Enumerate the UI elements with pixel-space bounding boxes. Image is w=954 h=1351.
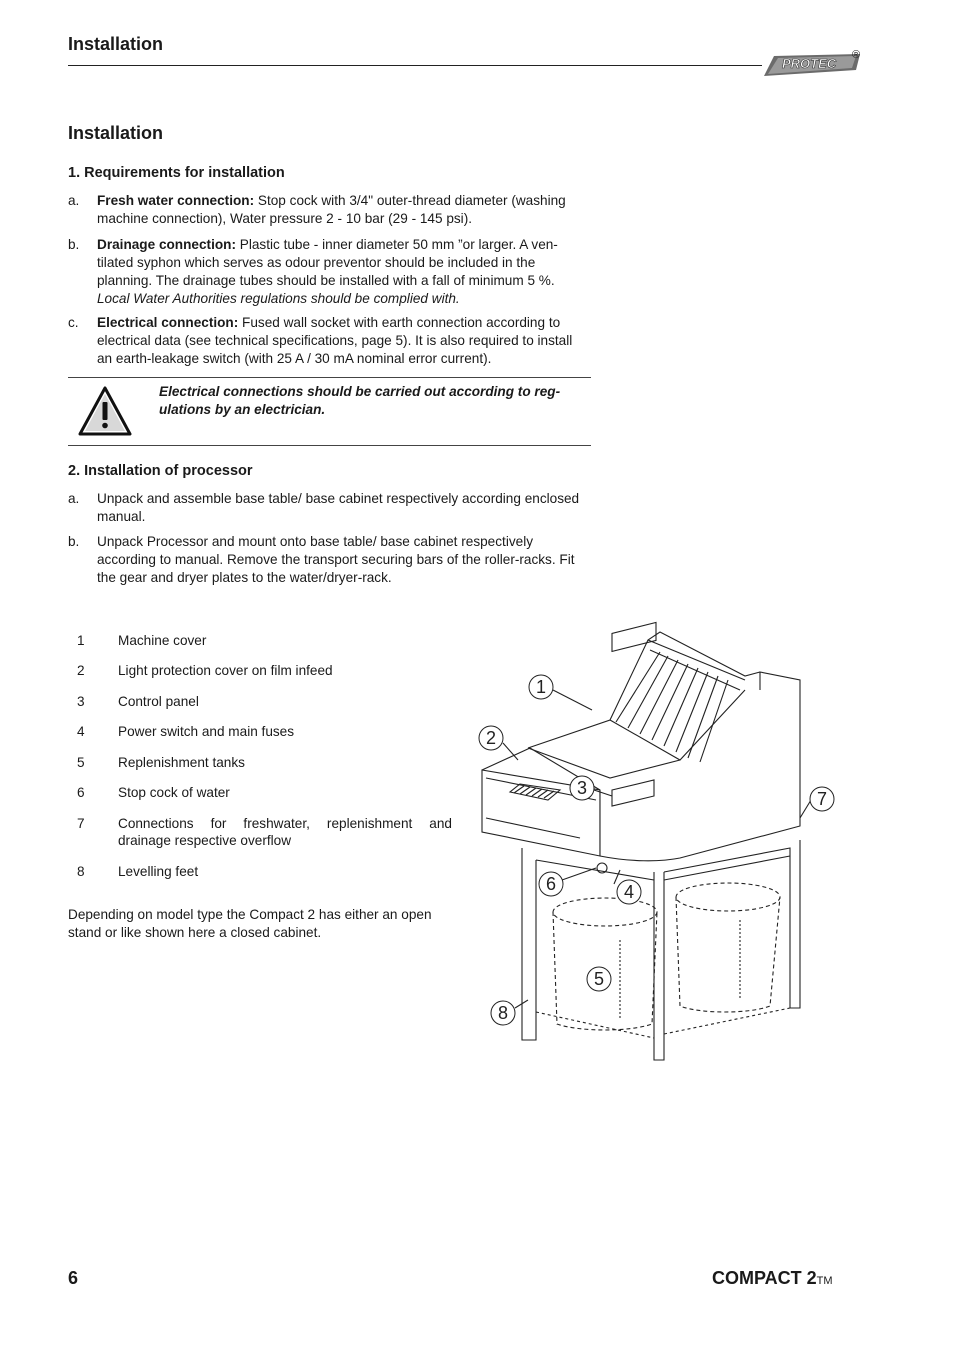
trademark-mark: TM <box>816 1275 833 1287</box>
requirement-item-c <box>68 314 590 368</box>
callout-7 <box>810 787 834 811</box>
svg-text:1: 1 <box>535 677 547 697</box>
callout-5 <box>587 967 611 991</box>
legend-label: Control panel <box>118 694 199 709</box>
warning-text: Electrical connections should be carried out according to reg-ulations by an electrician. <box>159 384 561 417</box>
legend-item-6 <box>68 784 452 801</box>
svg-text:7: 7 <box>816 789 828 809</box>
legend-item-7 <box>68 815 452 849</box>
requirements-heading: 1. Requirements for installation <box>68 165 285 181</box>
legend-label: Light protection cover on film infeed <box>118 663 333 678</box>
processor-illustration <box>476 620 856 1070</box>
header-rule <box>68 65 762 66</box>
legend-number: 3 <box>77 694 85 709</box>
callout-3 <box>570 776 594 800</box>
legend-number: 8 <box>77 864 85 879</box>
callout-1 <box>529 675 553 699</box>
warning-triangle-icon <box>77 385 133 437</box>
protec-logo <box>760 46 870 82</box>
requirement-item-b <box>68 236 590 308</box>
legend-item-5 <box>68 754 452 771</box>
logo-registered-mark: ® <box>852 49 861 61</box>
list-marker: a. <box>68 193 80 208</box>
legend-label: Stop cock of water <box>118 785 230 800</box>
product-name: COMPACT 2 <box>712 1268 817 1288</box>
list-marker: b. <box>68 237 80 252</box>
requirement-item-a <box>68 192 590 228</box>
legend-label: Replenishment tanks <box>118 755 245 770</box>
legend-number: 6 <box>77 785 85 800</box>
svg-text:2: 2 <box>485 728 497 748</box>
warning-box <box>68 377 591 446</box>
legend-number: 7 <box>77 816 85 831</box>
item-label: Electrical connection: <box>97 315 239 330</box>
legend-number: 5 <box>77 755 85 770</box>
item-text: Fused wall socket with earth connection according to electrical data (see technical specifications, <box>97 315 561 348</box>
page-number: 6 <box>68 1268 79 1288</box>
item-label: Fresh water connection: <box>97 193 255 208</box>
callout-layer <box>476 620 856 1070</box>
item-text: Unpack Processor and mount onto base table/ base cabinet respectively according to manual. Remove the transport securing bars of the roller-racks. Fit the gear and dryer plates to the water/dryer-rack. <box>97 534 575 585</box>
section-title: Installation <box>68 123 164 143</box>
item-italic-note: Local Water Authorities regulations should be complied with. <box>97 291 460 306</box>
svg-text:3: 3 <box>576 778 588 798</box>
legend-item-1 <box>68 632 452 649</box>
callout-2 <box>479 726 503 750</box>
item-text: Unpack and assemble base table/ base cabinet respectively according enclosed manual. <box>97 491 580 524</box>
list-marker: b. <box>68 534 80 549</box>
legend-label: Machine cover <box>118 633 207 648</box>
processor-item-a <box>68 490 590 526</box>
model-note: Depending on model type the Compact 2 has either an open stand or like shown here a closed cabinet. <box>68 907 432 940</box>
logo-text: PROTEC <box>782 56 837 71</box>
legend-item-8 <box>68 863 452 880</box>
svg-text:4: 4 <box>623 882 635 902</box>
item-label: Drainage connection: <box>97 237 236 252</box>
callout-4 <box>617 880 641 904</box>
legend-number: 4 <box>77 724 85 739</box>
item-text: ). It is also required to install an earth-leakage switch (with 25 A / 30 mA nominal error current). <box>97 333 573 366</box>
legend-label: Power switch and main fuses <box>118 724 295 739</box>
legend-number: 1 <box>77 633 85 648</box>
legend-number: 2 <box>77 663 85 678</box>
svg-text:6: 6 <box>545 874 557 894</box>
item-text: Plastic tube - inner diameter 50 mm ”or larger. A ven-tilated syphon which serves as odour preventor should be included in the planning. The drainage tubes should be installed with a fall of minimum 5 %. <box>97 237 558 288</box>
legend-item-3 <box>68 693 452 710</box>
list-marker: a. <box>68 491 80 506</box>
legend-label: Levelling feet <box>118 864 199 879</box>
legend-item-4 <box>68 723 452 740</box>
processor-item-b <box>68 533 590 587</box>
callout-6 <box>539 872 563 896</box>
legend-label: Connections for freshwater, replenishment and drainage respective overflow <box>118 816 452 848</box>
processor-heading: 2. Installation of processor <box>68 463 253 479</box>
list-marker: c. <box>68 315 79 330</box>
item-text: Stop cock with 3/4" outer-thread diameter (washing machine connection), Water pressure 2 - 10 bar (29 - 145 psi). <box>97 193 566 226</box>
legend-item-2 <box>68 662 452 679</box>
svg-text:5: 5 <box>593 969 605 989</box>
callout-8 <box>491 1001 515 1025</box>
footer-product-name <box>712 1268 833 1289</box>
running-header-title: Installation <box>68 34 164 54</box>
page-link[interactable]: page 5 <box>361 333 404 348</box>
svg-text:8: 8 <box>497 1003 509 1023</box>
